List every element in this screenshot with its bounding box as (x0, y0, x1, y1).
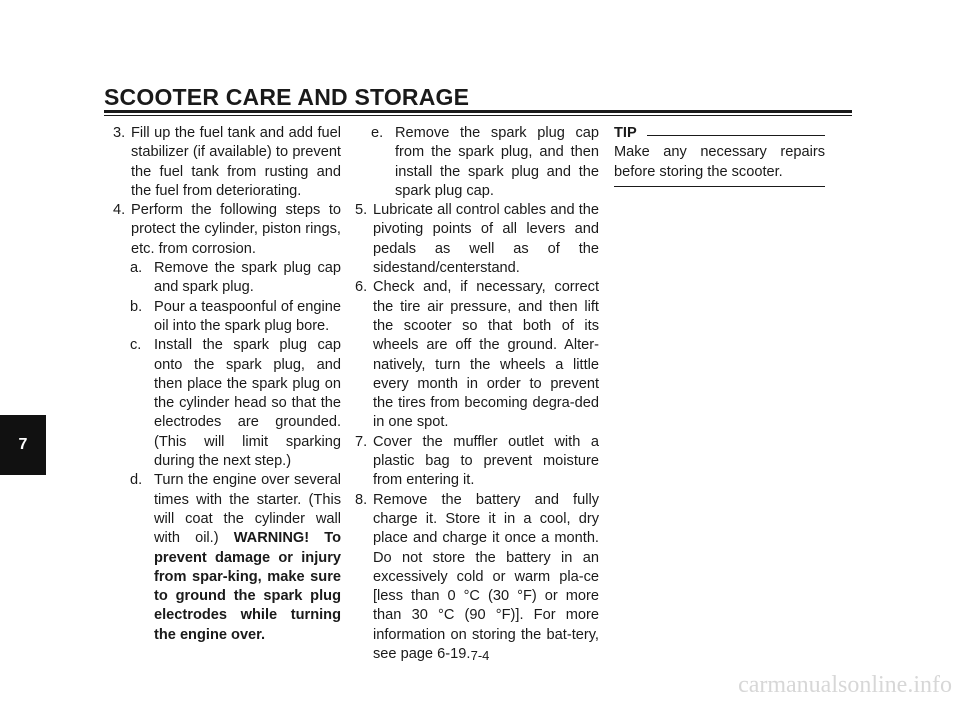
sub-item-a (113, 259, 341, 298)
sub-item-e (355, 124, 599, 201)
sub-item-text: Remove the spark plug cap from the spark plug, and then install the spark plug and the spark plug cap. (395, 125, 599, 199)
column-1 (113, 124, 341, 645)
sub-item-letter: e. (371, 125, 384, 141)
list-item-5 (355, 201, 599, 278)
tip-box (614, 124, 825, 187)
list-item-3 (113, 124, 341, 201)
list-item-6 (355, 278, 599, 432)
tip-label: TIP (614, 125, 637, 141)
item-number: 6. (355, 279, 368, 296)
tip-header (614, 124, 825, 143)
sub-item-text: Turn the engine over several times with the starter. (This will coat the cylinder wall with oil.) (154, 472, 341, 547)
item-text: Perform the following steps to protect the cylinder, piston rings, etc. from corrosion. (131, 202, 341, 257)
watermark: carmanualsonline.info (738, 672, 952, 698)
item-number: 8. (355, 491, 368, 508)
page-number: 7-4 (470, 648, 490, 663)
sub-item-text: Install the spark plug cap onto the spark plug, and then place the spark plug on the cylinder head so that the electrodes are grounded. (This will limit sparking during the next step.) (154, 337, 341, 470)
tip-text: Make any necessary repairs before storing the scooter. (614, 144, 825, 180)
title-rule-thin (104, 115, 852, 116)
list-item-4 (113, 201, 341, 259)
sub-item-text: Pour a teaspoonful of engine oil into the spark plug bore. (154, 298, 341, 334)
item-text: Fill up the fuel tank and add fuel stabilizer (if available) to prevent the fuel tank from rusting and the fuel from deteriorating. (131, 125, 341, 199)
tip-rule (647, 135, 825, 136)
warning-text: WARNING! To prevent damage or injury from spar-king, make sure to ground the spark plug electrodes while turning the engine over. (154, 530, 341, 643)
item-text: Lubricate all control cables and the pivoting points of all levers and pedals as well as of the sidestand/centerstand. (373, 202, 599, 277)
item-number: 5. (355, 202, 368, 219)
item-text: Cover the muffler outlet with a plastic bag to prevent moisture from entering it. (373, 433, 599, 489)
sub-item-b (113, 298, 341, 337)
page-title: SCOOTER CARE AND STORAGE (104, 84, 470, 110)
item-text: Check and, if necessary, correct the tire air pressure, and then lift the scooter so that both of its wheels are off the ground. Alter-natively, turn the wheels a little every month in order to prevent the tires from becoming degra-ded in one spot. (373, 279, 599, 431)
item-number: 3. (113, 125, 126, 141)
item-text: Remove the battery and fully charge it. Store it in a cool, dry place and charge it once a month. Do not store the battery in an excessively cold or warm pla-ce [less than 0 °C (30 °F) or more than 30 °C (90 °F)]. For more information on storing the bat-tery, see page 6-19. (373, 491, 599, 663)
tip-bottom-rule (614, 186, 825, 187)
sub-item-letter: d. (130, 472, 143, 489)
chapter-tab: 7 (0, 415, 46, 475)
title-rule-thick (104, 110, 852, 113)
list-item-7 (355, 433, 599, 491)
item-number: 7. (355, 433, 368, 450)
sub-item-c (113, 336, 341, 471)
sub-item-letter: c. (130, 337, 142, 354)
list-item-8 (355, 491, 599, 665)
item-number: 4. (113, 202, 126, 219)
sub-item-letter: b. (130, 298, 143, 315)
sub-item-text: Remove the spark plug cap and spark plug. (154, 260, 341, 296)
sub-item-letter: a. (130, 260, 143, 277)
sub-item-d (113, 471, 341, 645)
column-2 (355, 124, 599, 664)
